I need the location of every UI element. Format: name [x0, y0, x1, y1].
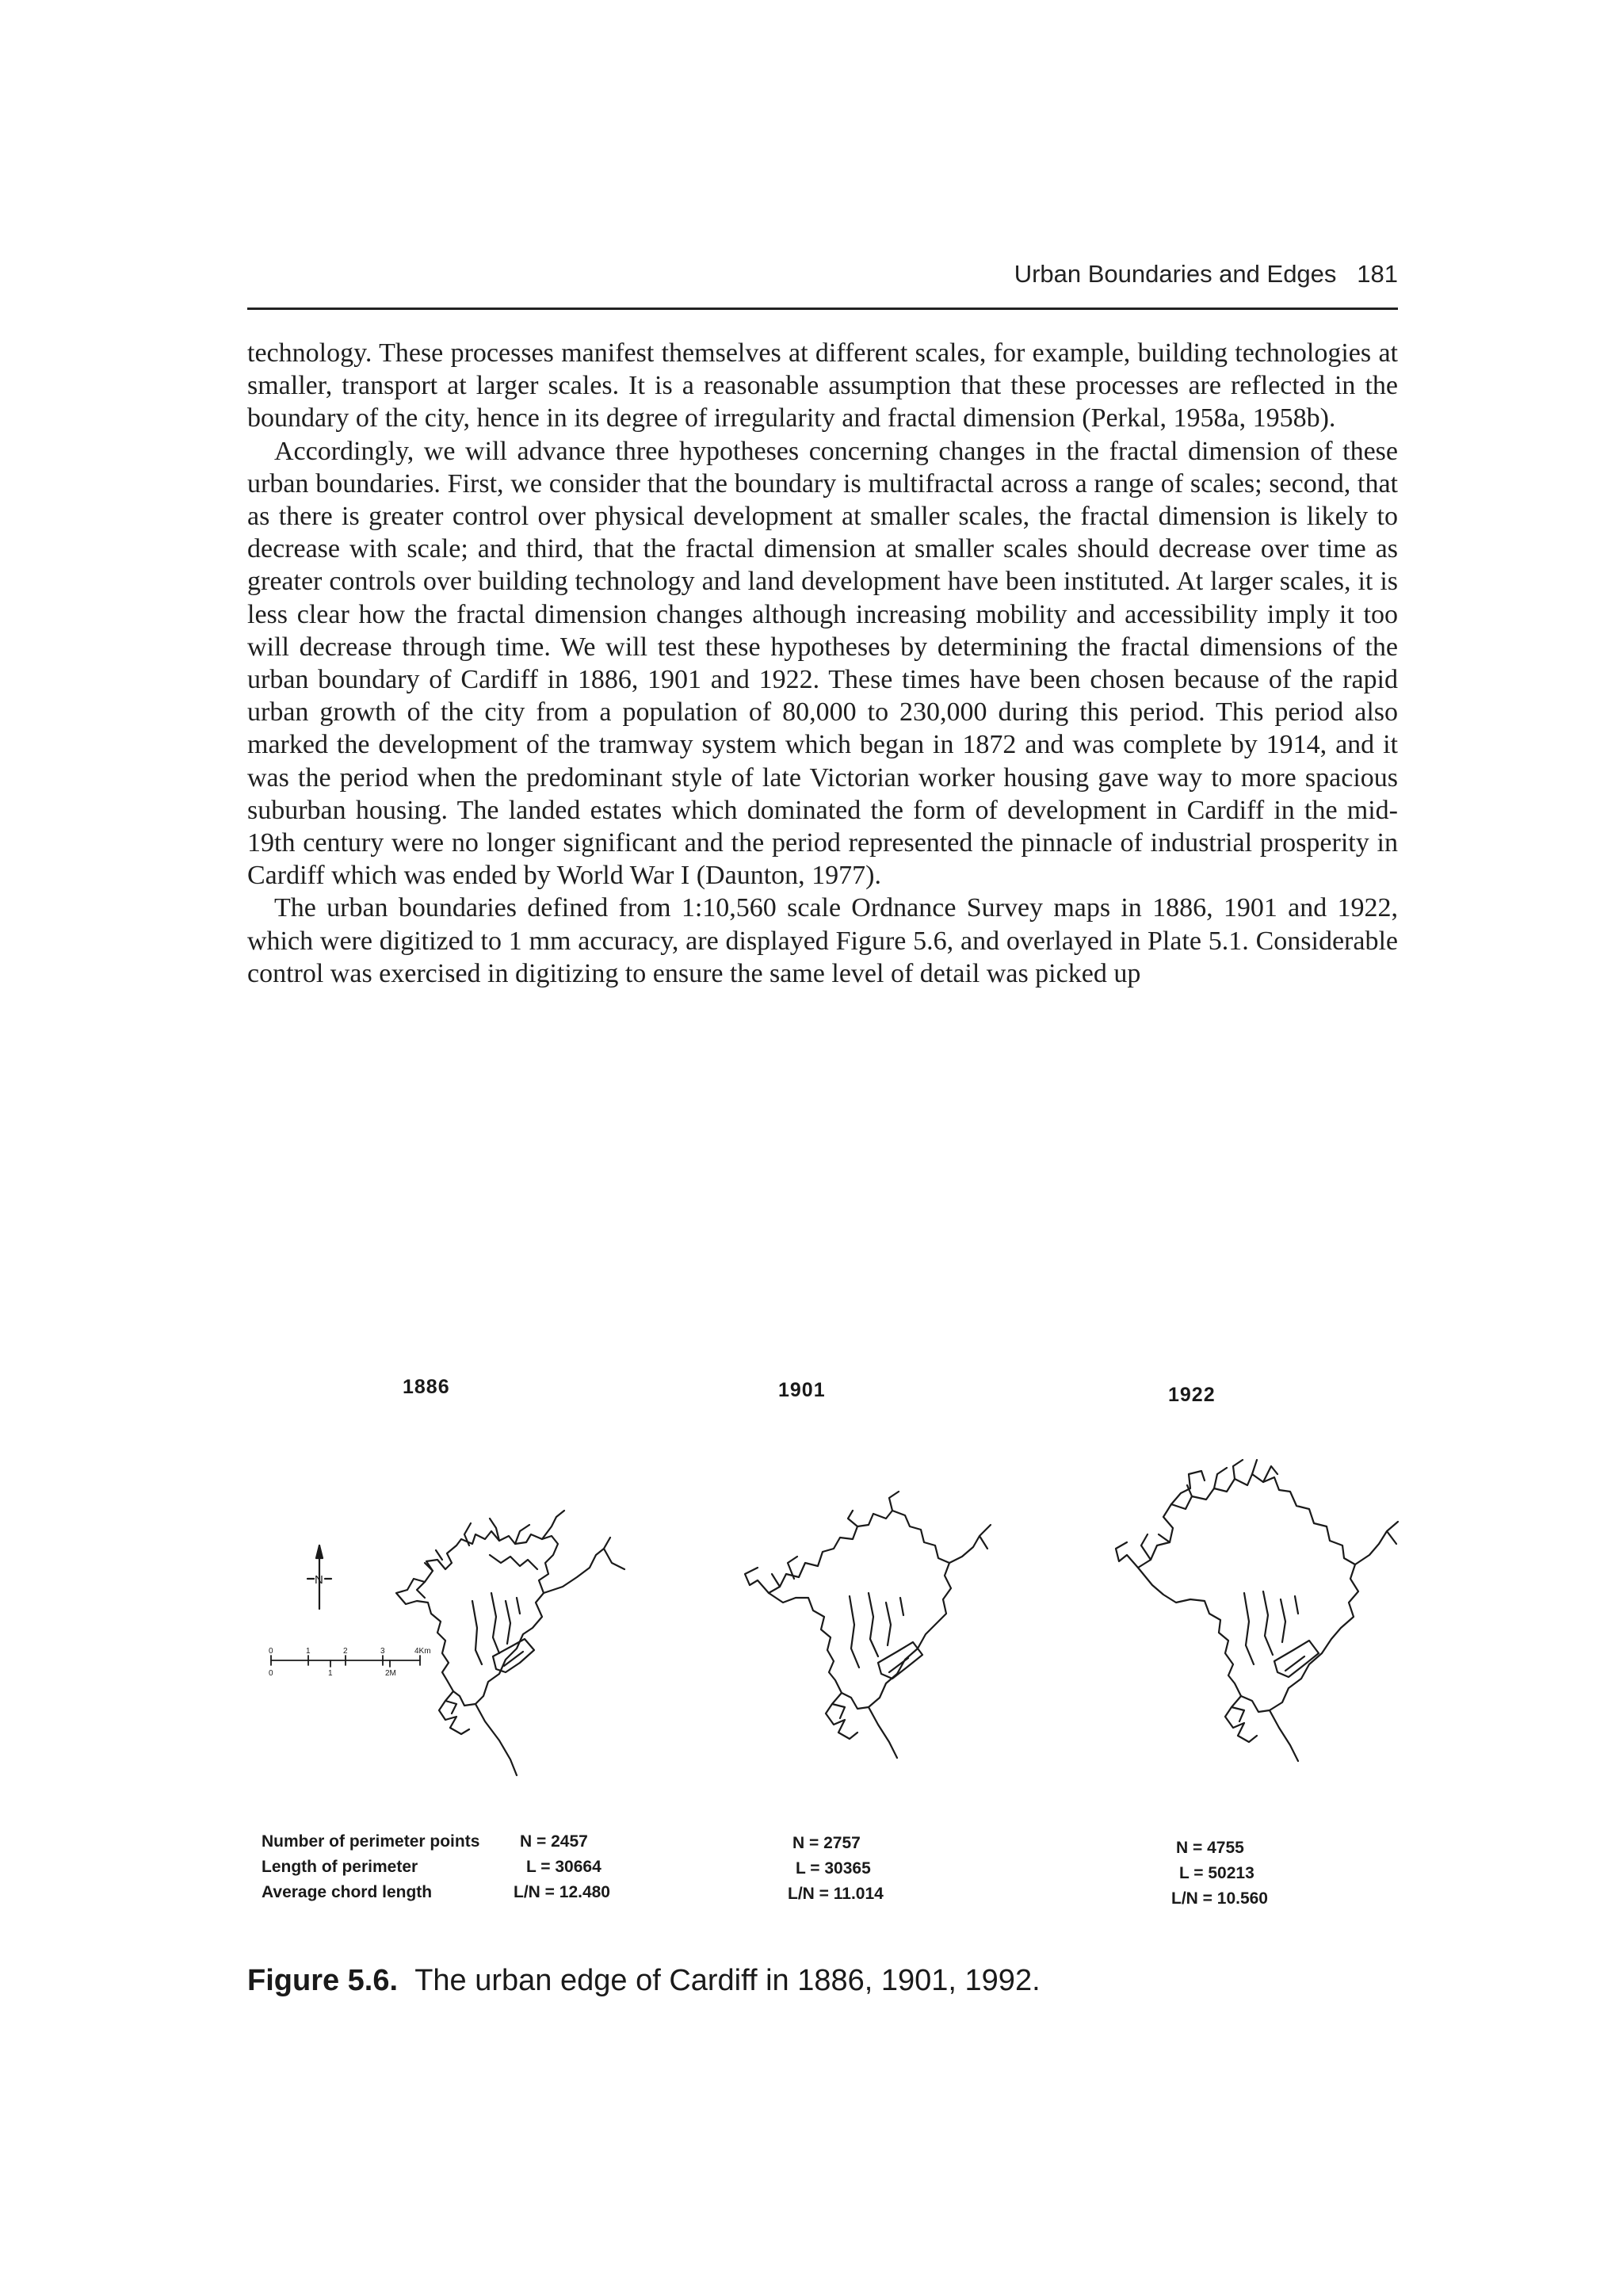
scale-km-1: 1: [306, 1647, 311, 1656]
stat-label-length: Length of perimeter: [262, 1858, 418, 1876]
year-label-1922: 1922: [1168, 1384, 1216, 1406]
caption-label: Figure 5.6.: [247, 1964, 399, 1997]
boundary-map-1922: [1116, 1460, 1398, 1761]
stat-l-1901: L = 30365: [796, 1859, 871, 1878]
figure-caption: [247, 1964, 1041, 1998]
stat-ln-1901: L/N = 11.014: [788, 1885, 884, 1903]
boundary-maps: [238, 1355, 1403, 1831]
stat-ln-1886: L/N = 12.480: [514, 1883, 610, 1901]
stats-1886: [514, 1829, 610, 1905]
stat-label-chord: Average chord length: [262, 1883, 433, 1901]
stat-labels: [262, 1829, 479, 1905]
scale-km-3: 3: [380, 1647, 385, 1656]
north-label: N: [315, 1573, 323, 1587]
stat-n-1886: N = 2457: [520, 1832, 588, 1851]
header-title: Urban Boundaries and Edges: [1014, 260, 1337, 288]
body-text: [247, 337, 1398, 990]
stat-ln-1922: L/N = 10.560: [1171, 1889, 1268, 1908]
year-label-1901: 1901: [778, 1379, 826, 1401]
stats-1901: [788, 1831, 884, 1907]
boundary-map-1901: [745, 1492, 991, 1758]
boundary-map-1886: [396, 1511, 624, 1775]
north-arrow-icon: [307, 1545, 331, 1609]
stat-label-points: Number of perimeter points: [262, 1832, 480, 1851]
stat-l-1922: L = 50213: [1179, 1864, 1254, 1882]
scale-km-4: 4Km: [414, 1647, 431, 1656]
stat-n-1901: N = 2757: [792, 1834, 861, 1852]
paragraph-1: technology. These processes manifest themselves at different scales, for example, building technologies at smaller, transport at larger scales. It is a reasonable assumption that these processes are reflected in the boundary of the city, hence in its degree of irregularity and fractal dimension (Perkal, 1958a, 1958b).: [247, 338, 1398, 434]
scale-mile-2: 2M: [385, 1669, 396, 1678]
stat-n-1922: N = 4755: [1176, 1839, 1244, 1857]
caption-text: The urban edge of Cardiff in 1886, 1901, 1992.: [414, 1964, 1041, 1997]
scale-km-0: 0: [269, 1647, 273, 1656]
scale-bar: [269, 1647, 431, 1678]
stat-l-1886: L = 30664: [526, 1858, 601, 1876]
scale-km-2: 2: [343, 1647, 348, 1656]
year-label-1886: 1886: [403, 1376, 450, 1398]
scale-mile-0: 0: [269, 1669, 273, 1678]
page-number: 181: [1357, 260, 1398, 288]
paragraph-2: Accordingly, we will advance three hypotheses concerning changes in the fractal dimension of these urban boundaries. First, we consider that the boundary is multifractal across a range of scales; second, that as there is greater control over physical development at smaller scales, the fractal dimension is likely to decrease with scale; and third, that the fractal dimension at smaller scales should decrease over time as greater controls over building technology and land development have been instituted. At larger scales, it is less clear how the fractal dimension changes although increasing mobility and accessibility imply it too will decrease through time. We will test these hypotheses by determining the fractal dimensions of the urban boundary of Cardiff in 1886, 1901 and 1922. These times have been chosen because of the rapid urban growth of the city from a population of 80,000 to 230,000 during this period. This period also marked the development of the tramway system which began in 1872 and was complete by 1914, and it was the period when the predominant style of late Victorian worker housing gave way to more spacious suburban housing. The landed estates which dominated the form of development in Cardiff in the mid-19th century were no longer significant and the period represented the pinnacle of industrial prosperity in Cardiff which was ended by World War I (Daunton, 1977).: [247, 436, 1398, 891]
figure-5-6: [238, 1355, 1403, 1958]
stats-1922: [1171, 1836, 1268, 1912]
running-title: [1014, 260, 1398, 288]
running-header: [247, 260, 1398, 310]
paragraph-3: The urban boundaries defined from 1:10,560 scale Ordnance Survey maps in 1886, 1901 and 1922, which were digitized to 1 mm accuracy, are displayed Figure 5.6, and overlayed in Plate 5.1. Considerable control was exercised in digitizing to ensure the same level of detail was picked up: [247, 893, 1398, 988]
scale-mile-1: 1: [328, 1669, 333, 1678]
